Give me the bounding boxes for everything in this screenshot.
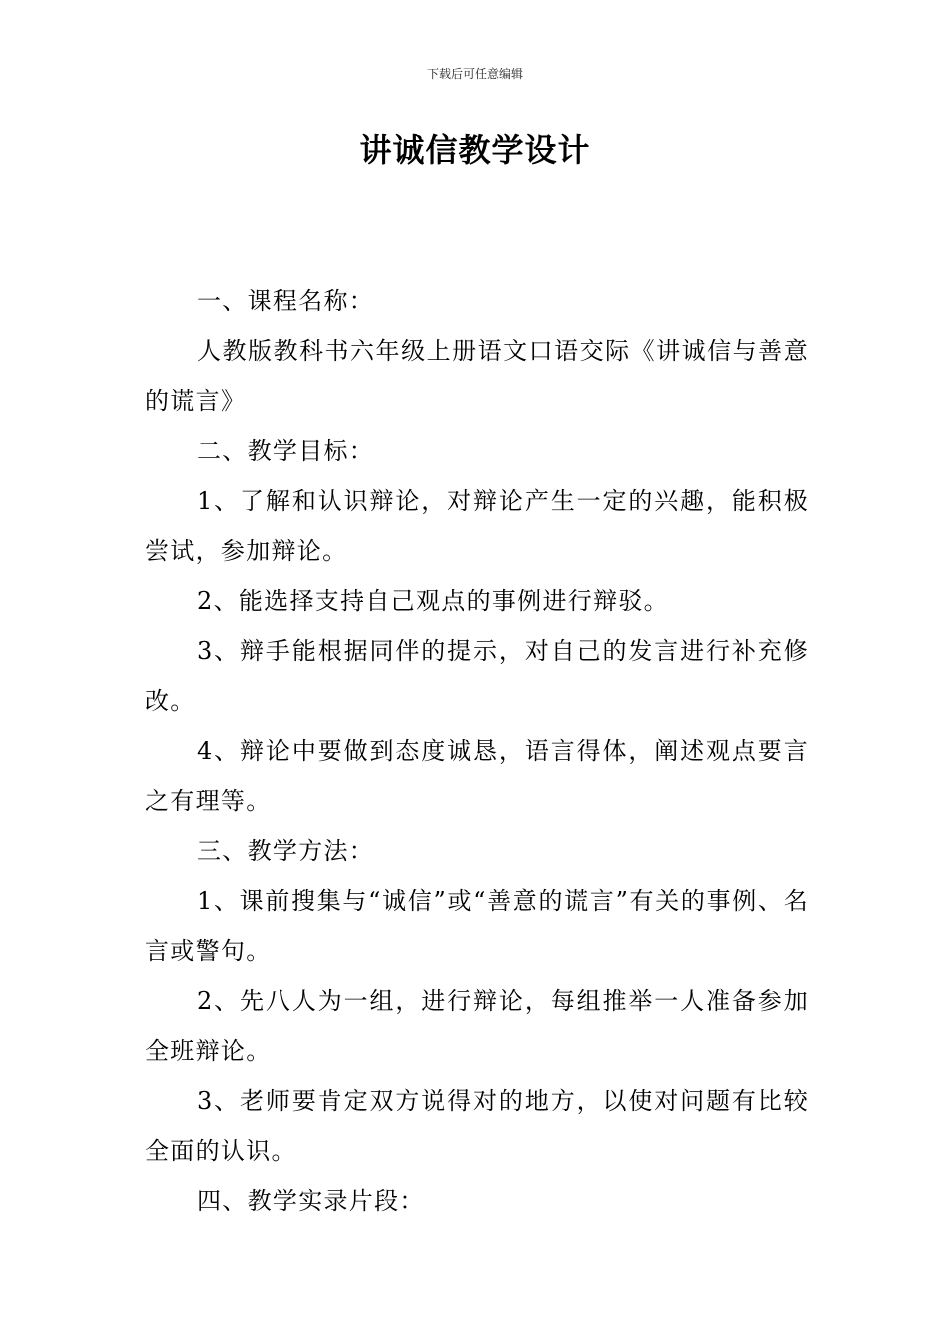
section-heading-teaching-goals: 二、教学目标： — [197, 437, 375, 465]
document-title: 讲诚信教学设计 — [359, 131, 591, 169]
section-heading-teaching-methods: 三、教学方法： — [197, 837, 375, 865]
goal-item-4: 4、辩论中要做到态度诚恳，语言得体，阐述观点要言之有理等。 — [145, 737, 809, 815]
method-item-2: 2、先八人为一组，进行辩论，每组推举一人准备参加全班辩论。 — [145, 987, 809, 1065]
goal-item-2: 2、能选择支持自己观点的事例进行辩驳。 — [197, 587, 669, 615]
goal-item-1: 1、了解和认识辩论，对辩论产生一定的兴趣，能积极尝试，参加辩论。 — [145, 487, 809, 565]
goal-item-3: 3、辩手能根据同伴的提示，对自己的发言进行补充修改。 — [145, 637, 809, 715]
method-item-3: 3、老师要肯定双方说得对的地方，以使对问题有比较全面的认识。 — [145, 1087, 809, 1165]
course-name-text: 人教版教科书六年级上册语文口语交际《讲诚信与善意的谎言》 — [145, 337, 809, 415]
section-heading-course-name: 一、课程名称： — [197, 287, 375, 315]
document-body — [145, 276, 809, 1226]
section-heading-teaching-record: 四、教学实录片段： — [197, 1187, 425, 1215]
method-item-1: 1、课前搜集与“诚信”或“善意的谎言”有关的事例、名言或警句。 — [145, 887, 809, 965]
header-note: 下载后可任意编辑 — [426, 67, 523, 81]
